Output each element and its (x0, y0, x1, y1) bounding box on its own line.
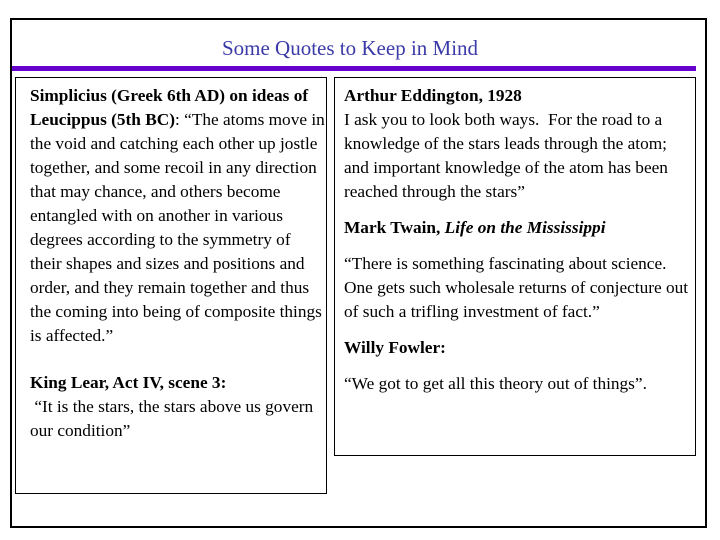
fowler-quote (344, 336, 695, 396)
slide-title: Some Quotes to Keep in Mind (221, 36, 479, 60)
fowler-heading: Willy Fowler: (344, 338, 446, 357)
eddington-text: I ask you to look both ways. For the road to a knowledge of the stars leads through the atom; and important knowledge of the atom has been reached through the stars” (344, 110, 673, 201)
fowler-text: “We got to get all this theory out of things”. (344, 374, 647, 393)
title-underline (12, 66, 696, 71)
eddington-quote (344, 84, 695, 204)
left-quote-box (15, 77, 327, 494)
twain-work-title: Life on the Mississippi (444, 218, 606, 237)
right-quote-box (334, 77, 696, 456)
simplicius-heading: Simplicius (Greek 6th AD) on ideas of Leucippus (5th BC) (30, 86, 309, 129)
twain-quote (344, 216, 695, 324)
king-lear-text: “It is the stars, the stars above us govern our condition” (30, 397, 318, 440)
simplicius-heading-colon: : (175, 110, 180, 129)
twain-heading (344, 216, 695, 240)
simplicius-text: “The atoms move in the void and catching each other up jostle together, and some recoil in any direction that may chance, and others become entangled with on another in various degrees according to the symmetry of their shapes and sizes and positions and order, and they remain together and thus the coming into being of composite things is affected.” (30, 110, 325, 345)
twain-author: Mark Twain, (344, 218, 445, 237)
king-lear-heading: King Lear, Act IV, scene 3: (30, 373, 227, 392)
twain-text: “There is something fascinating about science. One gets such wholesale returns of conjecture out of such a trifling investment of fact.” (344, 254, 693, 321)
simplicius-quote (30, 84, 326, 348)
eddington-heading: Arthur Eddington, 1928 (344, 86, 522, 105)
king-lear-quote (30, 371, 326, 443)
